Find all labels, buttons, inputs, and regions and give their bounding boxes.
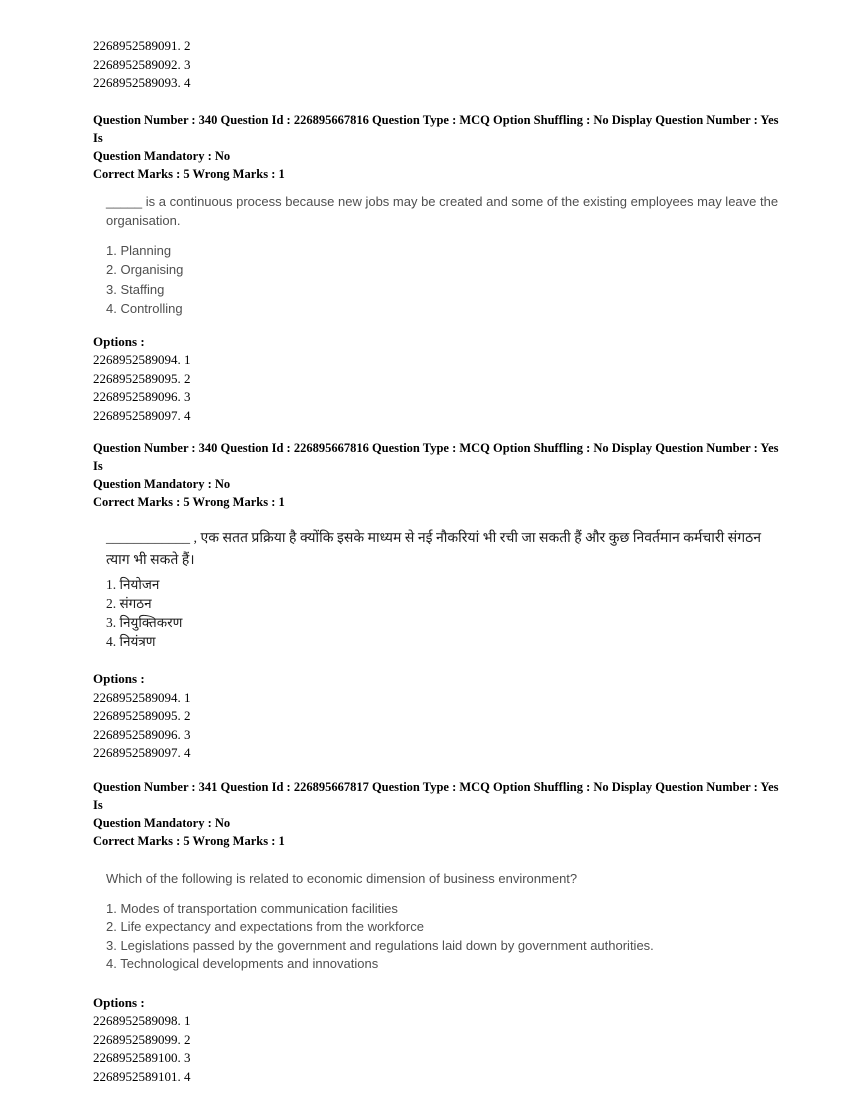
question-marks-line: Correct Marks : 5 Wrong Marks : 1 [93,833,285,848]
choice-list [106,575,810,651]
choice-item: 4. Technological developments and innovations [106,956,379,971]
choice-item: 2. Organising [106,262,184,277]
option-id-list [93,1012,810,1086]
choice-item: 1. नियोजन [106,577,160,592]
question-marks-line: Correct Marks : 5 Wrong Marks : 1 [93,495,285,509]
question-meta-line-2: Question Mandatory : No [93,815,231,830]
question-text [106,528,810,572]
choice-item: 4. Controlling [106,301,183,316]
option-id-line: 2268952589094. 1 [93,689,191,705]
question-text-line: _____ is a continuous process because new jobs may be created and some of the existing employees may leave the [106,193,779,209]
choice-item: 3. Legislations passed by the government and regulations laid down by government authorities. [106,937,654,953]
choice-item: 4. नियंत्रण [106,634,156,649]
option-id-line: 2268952589091. 2 [93,38,191,53]
question-text-line: ____________ , एक सतत प्रक्रिया है क्योंकि इसके माध्यम से नई नौकरियां भी रची जा सकती हैं और कुछ निवर्तमान कर्मचारी संगठन [106,531,762,546]
option-id-line: 2268952589101. 4 [93,1068,191,1084]
question-meta-line-2: Question Mandatory : No [93,148,231,163]
question-block-340-hindi [93,439,810,763]
option-id-line: 2268952589099. 2 [93,1031,191,1047]
choice-item: 2. Life expectancy and expectations from the workforce [106,919,424,934]
question-marks-line: Correct Marks : 5 Wrong Marks : 1 [93,166,285,181]
question-meta-line-1: Question Number : 340 Question Id : 226895667816 Question Type : MCQ Option Shuffling : No Display Question Number : Yes Is [93,441,779,473]
choice-item: 2. संगठन [106,596,152,611]
option-id-line: 2268952589100. 3 [93,1050,191,1065]
question-block-340-english [93,111,810,426]
option-id-line: 2268952589095. 2 [93,708,191,723]
choice-item: 1. Planning [106,242,172,258]
choice-item: 3. Staffing [106,281,165,297]
option-id-line: 2268952589098. 1 [93,1013,191,1028]
question-meta-line-1: Question Number : 341 Question Id : 226895667817 Question Type : MCQ Option Shuffling : No Display Question Number : Yes Is [93,779,779,812]
option-id-line: 2268952589092. 3 [93,56,191,72]
question-meta-line-1: Question Number : 340 Question Id : 226895667816 Question Type : MCQ Option Shuffling : No Display Question Number : Yes Is [93,112,779,145]
option-id-line: 2268952589093. 4 [93,75,191,90]
option-id-line: 2268952589094. 1 [93,352,191,367]
choice-list [106,241,810,319]
question-block-341 [93,778,810,1087]
option-id-line: 2268952589097. 4 [93,745,191,760]
question-text [106,192,810,230]
options-label: Options : [93,994,145,1010]
choice-item: 3. नियुक्तिकरण [106,615,183,630]
question-meta-line-2: Question Mandatory : No [93,477,231,491]
choice-item: 1. Modes of transportation communication facilities [106,900,398,916]
choice-list [106,900,810,974]
option-id-line: 2268952589096. 3 [93,389,191,404]
question-text-line: Which of the following is related to economic dimension of business environment? [106,870,578,886]
option-id-line: 2268952589097. 4 [93,407,191,423]
question-text-line: त्याग भी सकते हैं। [106,553,195,568]
option-id-list [93,689,810,763]
question-text-line: organisation. [106,212,181,228]
option-id-line: 2268952589095. 2 [93,370,191,386]
options-label: Options : [93,671,145,686]
question-text [106,869,810,888]
answer-option-id-list [93,37,810,93]
option-id-list [93,351,810,425]
option-id-line: 2268952589096. 3 [93,726,191,742]
options-label: Options : [93,333,145,349]
